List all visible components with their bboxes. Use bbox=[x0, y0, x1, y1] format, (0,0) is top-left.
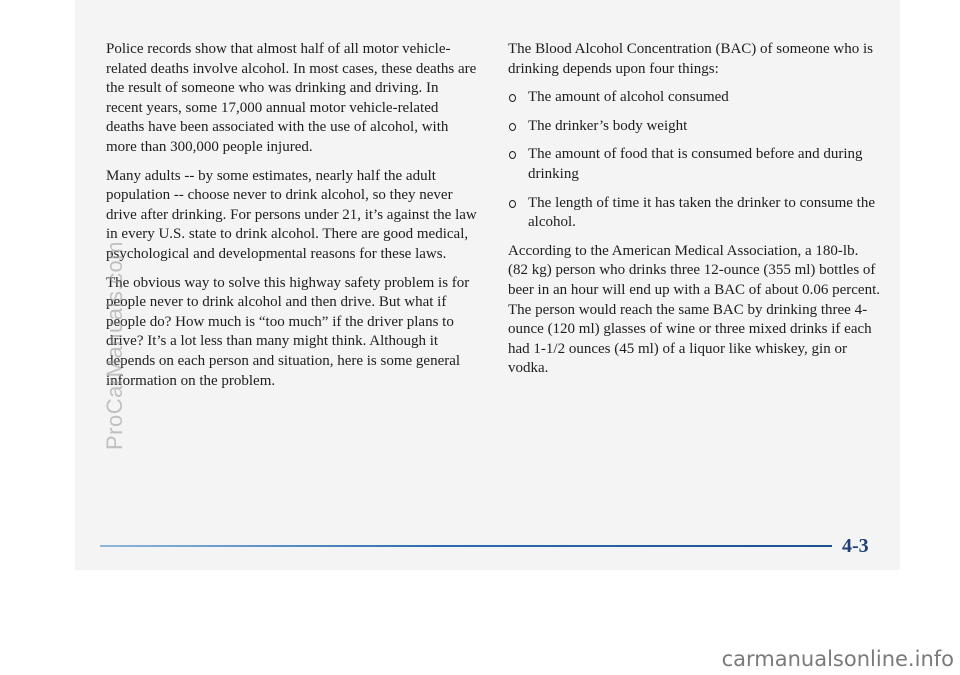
footer-rule bbox=[100, 545, 832, 547]
left-column bbox=[106, 40, 478, 400]
page-number: 4-3 bbox=[842, 535, 869, 557]
list-item: The length of time it has taken the drinker to consume the alcohol. bbox=[508, 194, 880, 233]
bac-factors-list bbox=[508, 88, 880, 233]
list-item: The amount of alcohol consumed bbox=[508, 88, 880, 108]
bac-intro: The Blood Alcohol Concentration (BAC) of someone who is drinking depends upon four things: bbox=[508, 41, 873, 77]
right-column bbox=[508, 40, 880, 388]
bullet-icon bbox=[509, 94, 516, 102]
bullet-icon bbox=[509, 123, 516, 131]
side-watermark: ProCarManuals.com bbox=[102, 240, 127, 450]
paragraph-non-drinkers: Many adults -- by some estimates, nearly half the adult population -- choose never to drink alcohol, so they never drive after drinking. For persons under 21, it’s against the law in every U.S. state to drink alcohol. There are good medical, psychological and developmental reasons for these laws. bbox=[106, 167, 477, 262]
footer-watermark: carmanualsonline.info bbox=[721, 647, 954, 671]
paragraph-alcohol-deaths: Police records show that almost half of all motor vehicle-related deaths involve alcohol. In most cases, these deaths are the result of someone who was drinking and driving. In recent years, some 17,000 annual motor vehicle-related deaths have been associated with the use of alcohol, with more than 300,000 people injured. bbox=[106, 41, 477, 155]
list-item: The drinker’s body weight bbox=[508, 117, 880, 137]
list-item: The amount of food that is consumed before and during drinking bbox=[508, 145, 880, 184]
bullet-icon bbox=[509, 151, 516, 159]
paragraph-ama-example: According to the American Medical Association, a 180-lb. (82 kg) person who drinks three 12-ounce (355 ml) bottles of beer in an hour will end up with a BAC of about 0.06 percent. The person would reach the same BAC by drinking three 4-ounce (120 ml) glasses of wine or three mixed drinks if each had 1-1/2 ounces (45 ml) of a liquor like whiskey, gin or vodka. bbox=[508, 242, 880, 377]
paragraph-safety-problem: The obvious way to solve this highway safety problem is for people never to drink alcohol and then drive. But what if people do? How much is “too much” if the driver plans to drive? It’s a lot less than many might think. Although it depends on each person and situation, here is some general information on the problem. bbox=[106, 274, 470, 389]
bullet-icon bbox=[509, 200, 516, 208]
